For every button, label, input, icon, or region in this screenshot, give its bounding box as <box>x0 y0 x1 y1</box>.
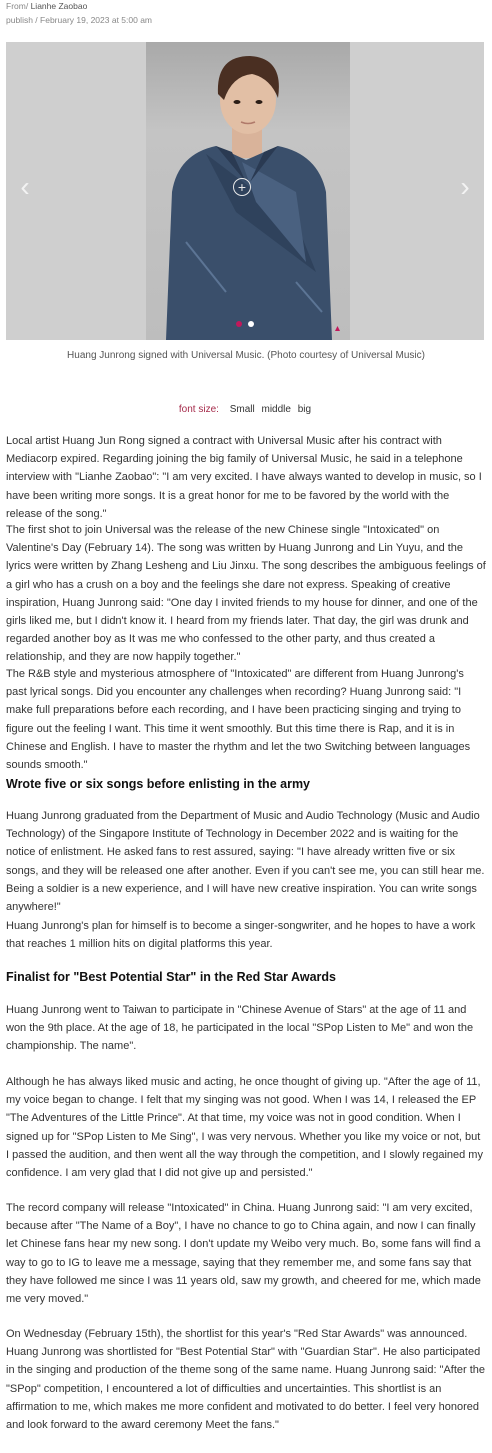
source-link[interactable]: Lianhe Zaobao <box>30 1 88 11</box>
zoom-icon[interactable]: + <box>233 178 251 196</box>
source-label: From/ <box>6 1 29 11</box>
photo-caption: Huang Junrong signed with Universal Music. (Photo courtesy of Universal Music) <box>67 350 425 361</box>
font-size-middle-option[interactable]: middle <box>261 404 291 415</box>
article-paragraph-2: The first shot to join Universal was the release of the new Chinese single "Intoxicated" on Valentine's Day (February 14). The song was written by Huang Junrong and Lin Yuyu, and the lyrics were written by Zhang Lesheng and Liu Jinxu. The song describes the ambiguous feelings of a girl who has a crush on a boy and the feelings she dare not express. Speaking of creative inspiration, Huang Junrong said: "One day I invited friends to my house for dinner, and one of the girls liked me, but I didn't know it. I heard from my friends later. That day, the girl was drunk and regarded another boy as It was me who confessed to the other party, and thus created a relationship, and they are now happily together." <box>6 524 486 664</box>
source-line <box>6 0 87 12</box>
article-paragraph-8: The record company will release "Intoxicated" in China. Huang Junrong said: "I am very excited, because after "The Name of a Boy", I have no chance to go to China again, and now I can finally let Chinese fans hear my new song. I don't update my Weibo very much. Bo, some fans will find a way to go to IG to leave me a message, saying that they remember me, and some fans say that they have followed me since I was 11 years old, saw my growth, and cheered for me, which made me very moved." <box>6 1202 481 1306</box>
font-size-big-option[interactable]: big <box>297 404 312 415</box>
publish-date: publish / February 19, 2023 at 5:00 am <box>6 15 153 25</box>
article-paragraph-7: Although he has always liked music and acting, he once thought of giving up. "After the age of 11, my voice began to change. I felt that my singing was not good. When I was 14, I released the EP "The Adventures of the Little Prince". At that time, my voice was not in good condition. When I signed up for "SPop Listen to Me Sing", I was very nervous. Whether you like my voice or not, but I passed the audition, and then went all the way through the competition, and I slowly regained my confidence. I am very glad that I did not give up and persisted." <box>6 1076 483 1180</box>
font-size-label: font size: <box>178 404 219 415</box>
section-heading-red-star: Finalist for "Best Potential Star" in the Red Star Awards <box>6 970 336 984</box>
article-paragraph-4: Huang Junrong graduated from the Department of Music and Audio Technology (Music and Audio Technology) of the Singapore Institute of Technology in December 2022 and is waiting for the notice of enlistment. He asked fans to rest assured, saying: "I have already written five or six songs, and they will be released one after another. Even if you can't see me, you can still hear me. Being a soldier is a new experience, and I will have new creative inspiration. You can write songs anywhere!" <box>6 810 485 914</box>
article-paragraph-6: Huang Junrong went to Taiwan to participate in "Chinese Avenue of Stars" at the age of 11 and won the 9th place. At the age of 18, he participated in the local "SPop Listen to Me" and won the championship. The name". <box>6 1004 474 1053</box>
article-paragraph-5: Huang Junrong's plan for himself is to become a singer-songwriter, and he hopes to have a work that reaches 1 million hits on digital platforms this year. <box>6 920 476 951</box>
carousel-next-button[interactable]: › <box>460 171 470 202</box>
font-size-selector <box>0 404 492 415</box>
carousel-dot-2[interactable] <box>248 321 254 327</box>
article-paragraph-9: On Wednesday (February 15th), the shortlist for this year's "Red Star Awards" was announced. Huang Junrong was shortlisted for "Best Potential Star" with "Guardian Star". He also participated in the singing and production of the theme song of the same name. Huang Junrong said: "After the "SPop" competition, I encountered a lot of difficulties and uncertainties. This shortlist is an affirmation to me, which makes me more confident and motivated to do better. I feel very honored and look forward to the award ceremony Meet the fans." <box>6 1328 486 1432</box>
article-paragraph-3: The R&B style and mysterious atmosphere of "Intoxicated" are different from Huang Junrong's past lyrical songs. Did you encounter any challenges when recording? Huang Junrong said: "I make full preparations before each recording, and I have been practicing singing and trying to figure out the feeling I want. This time it went smoothly. But this time there is Rap, and it is in Chinese and English. I have to master the rhythm and let the two Switching between languages sounds smooth." <box>6 668 471 772</box>
font-size-small-option[interactable]: Small <box>229 404 255 415</box>
watermark-icon <box>334 325 341 332</box>
section-heading-enlisting: Wrote five or six songs before enlisting in the army <box>6 777 311 791</box>
article-paragraph-1: Local artist Huang Jun Rong signed a contract with Universal Music after his contract with Mediacorp expired. Regarding joining the big family of Universal Music, he said in a telephone interview with "Lianhe Zaobao": "I am very excited. I have always wanted to develop in music, so I have been writing more songs. It is a great honor for me to be favored by the world with the release of the song." <box>6 435 482 520</box>
carousel-pagination <box>234 321 264 329</box>
carousel-prev-button[interactable]: ‹ <box>20 171 30 202</box>
photo-carousel[interactable] <box>6 42 484 340</box>
carousel-dot-1[interactable] <box>236 321 242 327</box>
